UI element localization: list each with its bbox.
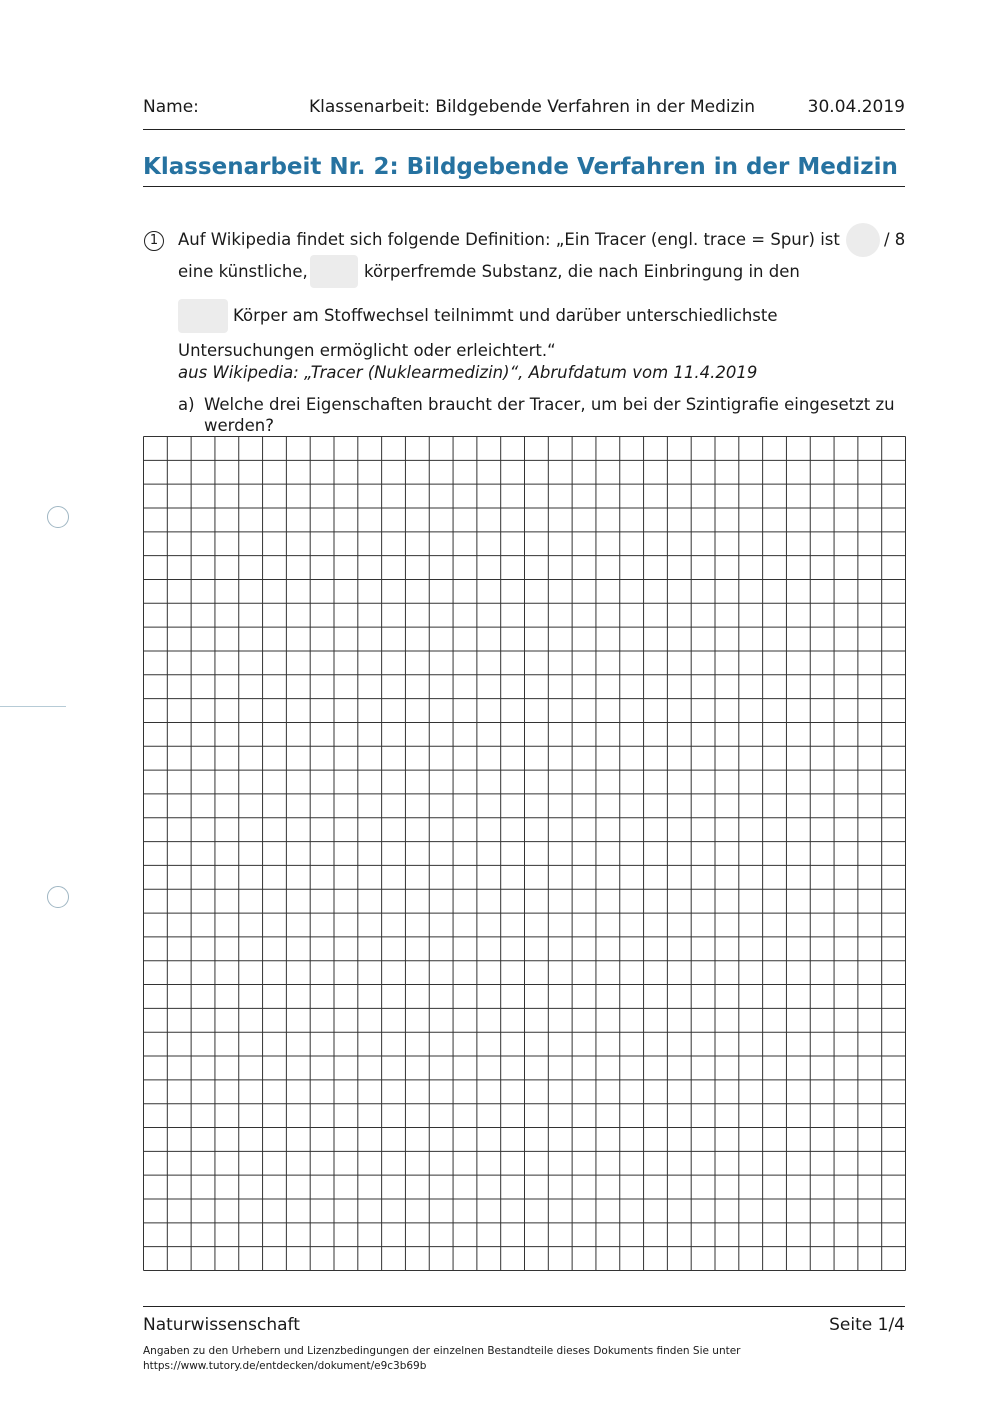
title-rule — [143, 186, 905, 187]
footer-credits: Angaben zu den Urhebern und Lizenzbedingungen der einzelnen Bestandteile dieses Dokuments finden Sie unter — [143, 1345, 741, 1357]
footer-rule — [143, 1306, 905, 1307]
punch-hole-mark — [47, 506, 69, 528]
task-text-line: Untersuchungen ermöglicht oder erleichtert.“ — [178, 341, 556, 360]
max-score: / 8 — [884, 230, 906, 249]
subtask-text: werden? — [204, 416, 274, 435]
task-number-badge: 1 — [144, 231, 164, 251]
score-input[interactable] — [846, 223, 880, 257]
footer-url[interactable]: https://www.tutory.de/entdecken/dokument/e9c3b69b — [143, 1360, 427, 1372]
fold-mark — [0, 706, 66, 707]
name-label: Name: — [143, 97, 199, 117]
header-date: 30.04.2019 — [807, 97, 905, 117]
page-title: Klassenarbeit Nr. 2: Bildgebende Verfahren in der Medizin — [143, 154, 898, 180]
header-rule — [143, 129, 905, 130]
gap-blank[interactable] — [178, 299, 228, 333]
footer-page-number: Seite 1/4 — [829, 1315, 905, 1335]
gap-blank[interactable] — [310, 255, 358, 288]
subtask-text: Welche drei Eigenschaften braucht der Tracer, um bei der Szintigrafie eingesetzt zu — [204, 395, 895, 414]
punch-hole-mark — [47, 886, 69, 908]
task-text-line: Körper am Stoffwechsel teilnimmt und darüber unterschiedlichste — [233, 306, 778, 325]
subtask-label: a) — [178, 395, 195, 414]
task-text-line: Auf Wikipedia findet sich folgende Definition: „Ein Tracer (engl. trace = Spur) ist — [178, 230, 840, 249]
footer-subject: Naturwissenschaft — [143, 1315, 300, 1335]
task-text-line: eine künstliche, — [178, 262, 308, 281]
task-text-line: körperfremde Substanz, die nach Einbringung in den — [364, 262, 800, 281]
header-doc-title: Klassenarbeit: Bildgebende Verfahren in der Medizin — [309, 97, 756, 117]
source-citation: aus Wikipedia: „Tracer (Nuklearmedizin)“, Abrufdatum vom 11.4.2019 — [178, 363, 758, 382]
answer-grid[interactable] — [143, 436, 906, 1271]
